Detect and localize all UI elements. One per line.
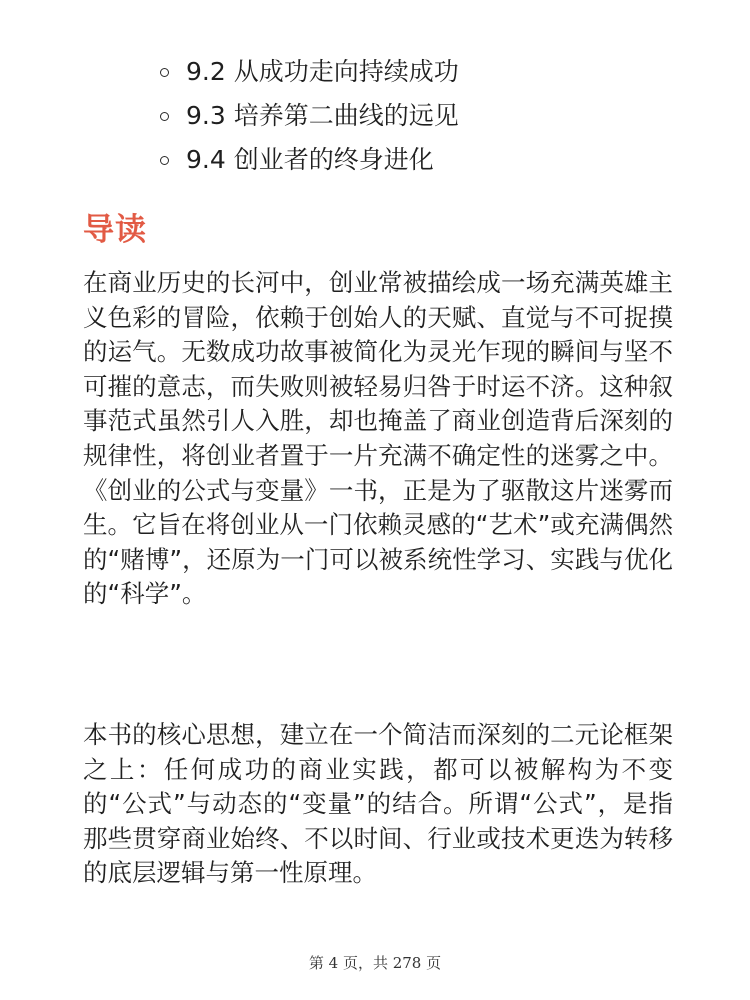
circle-bullet-icon xyxy=(160,68,169,77)
body-paragraph: 本书的核心思想，建立在一个简洁而深刻的二元论框架之上：任何成功的商业实践，都可以被解构为不变的“公式”与动态的“变量”的结合。所谓“公式”，是指那些贯穿商业始终、不以时间、行业或技术更迭为转移的底层逻辑与第一性原理。 xyxy=(83,720,673,888)
section-heading: 导读 xyxy=(83,212,147,248)
body-paragraph: 在商业历史的长河中，创业常被描绘成一场充满英雄主义色彩的冒险，依赖于创始人的天赋、直觉与不可捉摸的运气。无数成功故事被简化为灵光乍现的瞬间与坚不可摧的意志，而失败则被轻易归咎于时运不济。这种叙事范式虽然引人入胜，却也掩盖了商业创造背后深刻的规律性，将创业者置于一片充满不确定性的迷雾之中。《创业的公式与变量》一书，正是为了驱散这片迷雾而生。它旨在将创业从一门依赖灵感的“艺术”或充满偶然的“赌博”，还原为一门可以被系统性学习、实践与优化的“科学”。 xyxy=(83,268,673,609)
toc-item[interactable] xyxy=(160,94,459,138)
circle-bullet-icon xyxy=(160,156,169,165)
toc-item[interactable] xyxy=(160,138,459,182)
toc-sublist xyxy=(160,50,459,182)
page-number-footer: 第 4 页，共 278 页 xyxy=(308,954,442,972)
toc-item-label: 9.4 创业者的终身进化 xyxy=(186,145,434,174)
toc-item-label: 9.2 从成功走向持续成功 xyxy=(186,57,459,86)
circle-bullet-icon xyxy=(160,112,169,121)
toc-item-label: 9.3 培养第二曲线的远见 xyxy=(186,101,459,130)
toc-item[interactable] xyxy=(160,50,459,94)
